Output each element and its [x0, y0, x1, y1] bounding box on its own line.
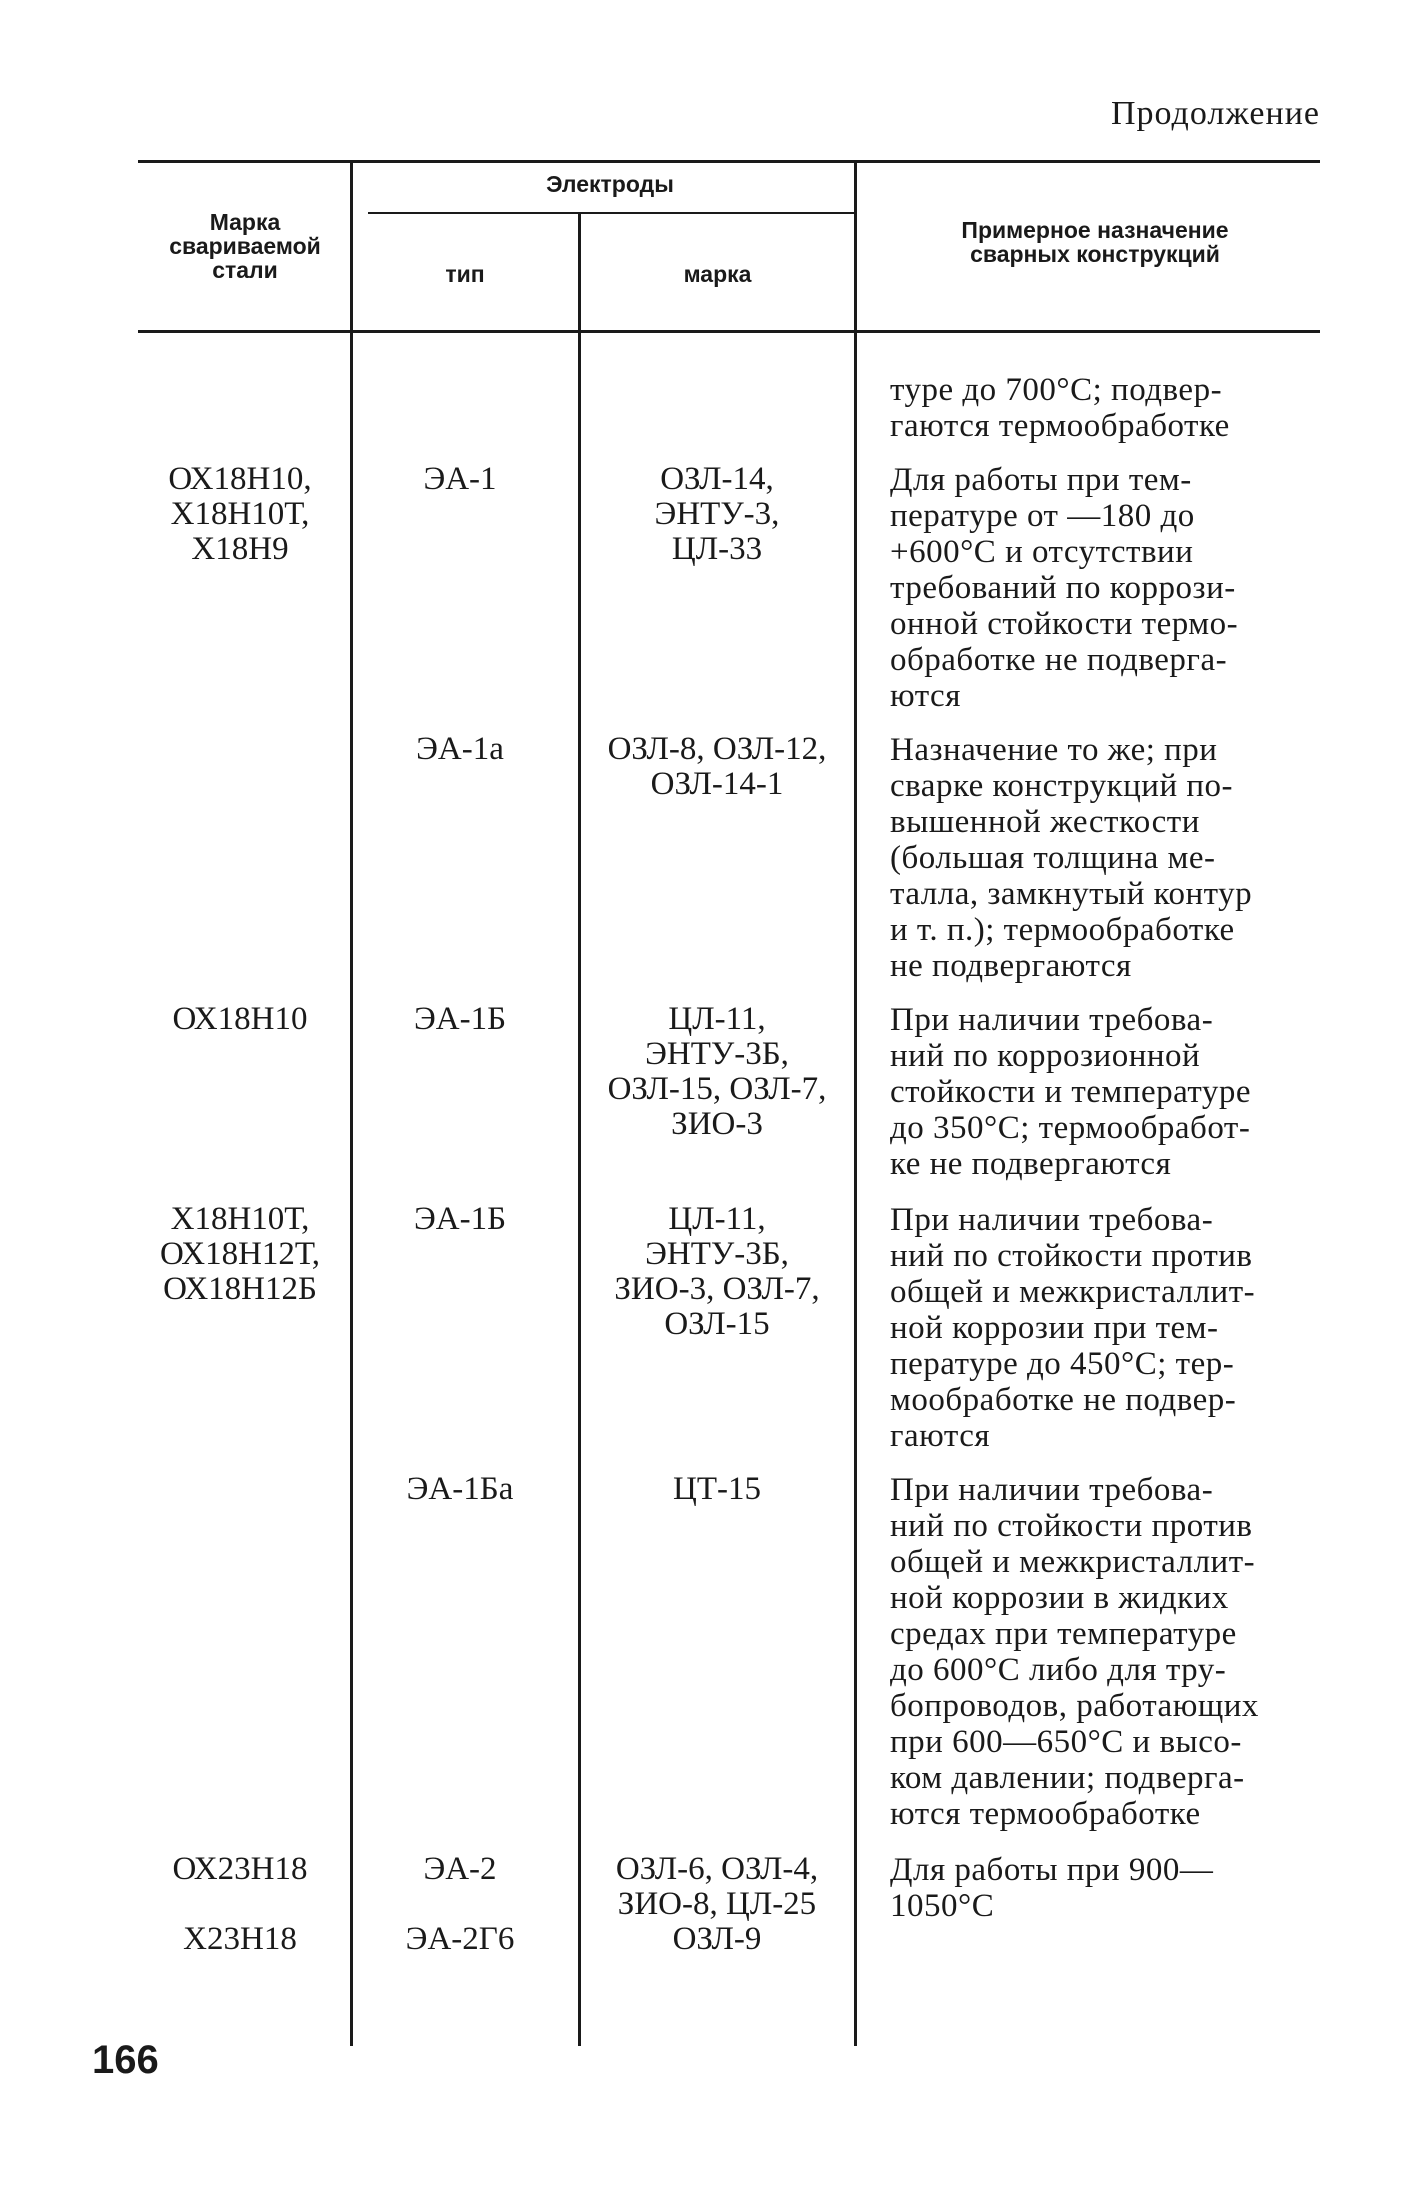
purpose-cell: Назначение то же; при сварке конструкций по- вышенной жесткости (большая толщина ме- талла, замкнутый контур и т. п.); термообработке не подвергаются: [890, 732, 1253, 984]
header-bottom-rule: [138, 330, 1320, 333]
table-top-rule: [138, 160, 1320, 163]
purpose-cell: Для работы при 900— 1050°С: [890, 1852, 1214, 1924]
electrode-brand-cell: ЦЛ-11, ЭНТУ-3Б, ОЗЛ-15, ОЗЛ-7, ЗИО-3: [607, 1001, 827, 1142]
page-number: 166: [92, 2038, 159, 2082]
electrode-brand-cell: ОЗЛ-8, ОЗЛ-12, ОЗЛ-14-1: [607, 731, 827, 802]
electrode-type-cell: ЭА-2: [423, 1851, 497, 1887]
electrode-brand-cell: ОЗЛ-14, ЭНТУ-3, ЦЛ-33: [654, 461, 780, 567]
purpose-cell: При наличии требова- ний по стойкости против общей и межкристаллит- ной коррозии в жидких средах при температуре до 600°С либо для тру- бопроводов, работающих при 600—650°С и высо- ком давлении; подверга- ются термообработке: [890, 1472, 1259, 1832]
header-electrode-brand: марка: [683, 261, 752, 287]
steel-grade-cell: ОХ18Н10, Х18Н10Т, Х18Н9: [168, 461, 312, 567]
column-divider-1: [350, 163, 353, 2046]
electrodes-header-rule: [368, 212, 856, 214]
purpose-cell: При наличии требова- ний по стойкости против общей и межкристаллит- ной коррозии при тем- пературе до 450°С; тер- мообработке не подвер- гаются: [890, 1202, 1256, 1454]
electrode-type-cell: ЭА-1а: [416, 731, 504, 767]
header-steel-grade: Марка свариваемой стали: [169, 209, 321, 283]
column-divider-3: [854, 163, 857, 2046]
steel-grade-cell: ОХ23Н18: [172, 1851, 308, 1887]
header-purpose: Примерное назначение сварных конструкций: [961, 217, 1229, 267]
steel-grade-cell: ОХ18Н10: [172, 1001, 308, 1037]
electrode-brand-cell: ЦТ-15: [673, 1471, 761, 1507]
purpose-cell: При наличии требова- ний по коррозионной стойкости и температуре до 350°С; термообработ- ке не подвергаются: [890, 1002, 1252, 1182]
purpose-cell: Для работы при тем- пературе от —180 до +600°С и отсутствии требований по коррози- онной стойкости термо- обработке не подверга- ются: [890, 462, 1239, 714]
electrode-type-cell: ЭА-1Б: [413, 1201, 507, 1237]
electrode-type-cell: ЭА-1Б: [413, 1001, 507, 1037]
electrode-type-cell: ЭА-1: [423, 461, 497, 497]
steel-grade-cell: Х18Н10Т, ОХ18Н12Т, ОХ18Н12Б: [159, 1201, 321, 1307]
electrode-type-cell: ЭА-1Ба: [406, 1471, 514, 1507]
column-divider-2: [578, 214, 581, 2046]
electrode-brand-cell: ОЗЛ-9: [672, 1921, 762, 1957]
header-electrode-type: тип: [445, 261, 485, 287]
electrode-brand-cell: ЦЛ-11, ЭНТУ-3Б, ЗИО-3, ОЗЛ-7, ОЗЛ-15: [614, 1201, 820, 1342]
steel-grade-cell: Х23Н18: [183, 1921, 297, 1957]
header-electrodes: Электроды: [546, 171, 674, 197]
continuation-label: Продолжение: [1110, 95, 1320, 132]
purpose-lead-text: туре до 700°С; подвер- гаются термообработке: [890, 372, 1230, 444]
electrode-type-cell: ЭА-2Г6: [405, 1921, 515, 1957]
electrode-brand-cell: ОЗЛ-6, ОЗЛ-4, ЗИО-8, ЦЛ-25: [615, 1851, 819, 1922]
